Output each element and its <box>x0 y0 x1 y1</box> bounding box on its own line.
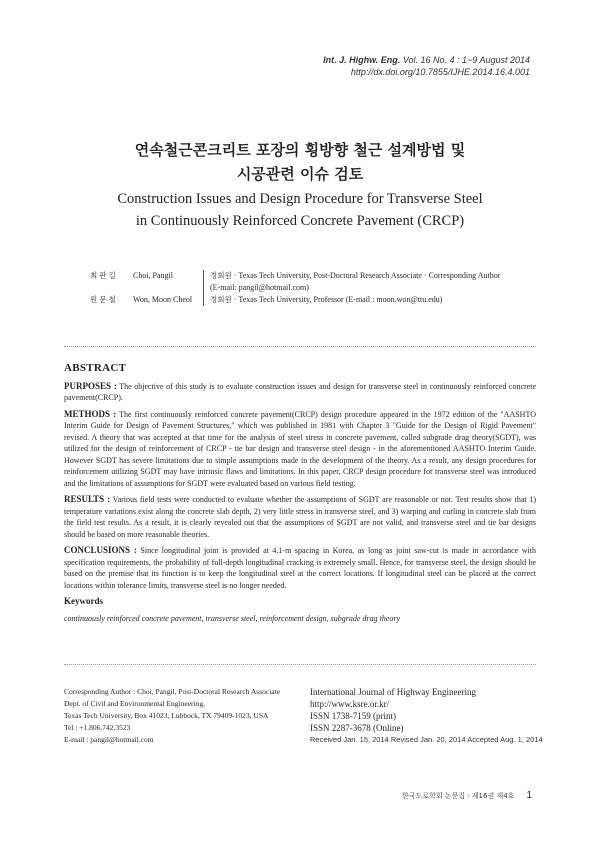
journal-issue: Vol. 16 No. 4 : 1~9 August 2014 <box>402 55 530 65</box>
title-korean-line2: 시공관련 이슈 검토 <box>236 165 364 183</box>
doi-link[interactable]: http://dx.doi.org/10.7855/IJHE.2014.16.4.001 <box>350 67 530 77</box>
corresponding-line: Corresponding Author : Choi, Pangil, Post-Doctoral Research Associate <box>64 687 281 696</box>
page-number: 1 <box>526 790 532 801</box>
author-row <box>90 294 530 306</box>
author-block <box>90 270 530 306</box>
affiliation-text: Texas Tech University, Post-Doctoral Research Associate · Corresponding Author <box>238 271 501 280</box>
methods-paragraph <box>64 409 536 490</box>
page-footer <box>402 790 532 801</box>
purposes-paragraph <box>64 381 536 404</box>
methods-label: METHODS : <box>64 408 117 419</box>
corresponding-email[interactable]: E-mail : pangil@hotmail.com <box>64 735 154 744</box>
dotted-divider <box>64 346 536 347</box>
issn-online: ISSN 2287-3678 (Online) <box>310 723 404 733</box>
journal-info <box>310 686 550 746</box>
author-name-english: Choi, Pangil <box>133 271 174 280</box>
corresponding-line: Texas Tech University, Box 41023, Lubbock, TX 79409-1023, USA <box>64 711 269 720</box>
author-name-korean: 원문철 <box>90 295 118 304</box>
author-row <box>90 270 530 294</box>
journal-name: International Journal of Highway Engineering <box>310 687 476 697</box>
conclusions-text: Since longitudinal joint is provided at 4.1-m spacing in Korea, as long as joint saw-cut is made in accordance with specification requirements, the probability of full-depth longitudinal cracking is extremely small. Hence, for transverse steel, the design should be based on the premise that its function is to keep the longitudinal steel at the correct locations. If longitudinal steel can be placed at the correct locations within tolerance limits, transverse steel is no longer needed. <box>64 546 536 590</box>
results-text: Various field tests were conducted to evaluate whether the assumptions of SGDT are reasonable or not. Test results show that 1) temperature variations exist along the concrete slab depth, 2) very little stress in transverse steel, and 3) warping and curling in concrete slab from the field test results. As a result, it is clearly revealed out that the assumptions of SGDT are not valid, and transverse steel and tie bar designs should be based on more reasonable theories. <box>64 495 536 539</box>
purposes-text: The objective of this study is to evaluate construction issues and design for transverse steel in continuously reinforced concrete pavement(CRCP). <box>64 381 536 402</box>
author-divider <box>203 294 205 306</box>
journal-url[interactable]: http://www.ksre.or.kr/ <box>310 699 390 709</box>
submission-dates: Received Jan. 15, 2014 Revised Jan. 20, 2014 Accepted Aug. 1, 2014 <box>310 735 543 744</box>
journal-header <box>323 54 530 78</box>
author-email[interactable]: (E-mail: pangil@hotmail.com) <box>210 283 309 292</box>
methods-text: The first continuously reinforced concrete pavement(CRCP) design procedure appeared in the 1972 edition of the "AASHTO Interim Guide for Design of Pavement Structures," which was published in 1981 with Chapter 3 "Guide for the Design of Rigid Pavement" revised. A theory that was accepted at that time for the analysis of steel stress in concrete pavement, called subgrade drag theory(SGDT), was utilized for the design of reinforcement of CRCP - tie bar design and transverse steel design - in the aforementioned AASHTO Interim Guide. However SGDT has severe limitations due to simple assumptions made in the development of the theory. As a result, any design procedures for reinforcement utilizing SGDT may have intrinsic flaws and limitations. In this paper, CRCP design procedure for transverse steel was introduced and the limitations of assumptions for SGDT were evaluated based on various field testing. <box>64 409 536 488</box>
footer-journal-text: 한국도로학회 논문집 · 제16권 제4호 <box>402 792 515 800</box>
author-affiliation: 정회원 · Texas Tech University, Professor (E-mail : moon.won@ttu.edu) <box>210 295 443 304</box>
abstract-heading: ABSTRACT <box>64 362 127 374</box>
title-korean-line1: 연속철근콘크리트 포장의 횡방향 철근 설계방법 및 <box>134 141 466 159</box>
membership: 정회원 <box>210 295 232 304</box>
keywords-text: continuously reinforced concrete pavement, transverse steel, reinforcement design, subgrade drag theory <box>64 613 400 623</box>
abstract-section <box>64 363 536 629</box>
title-english-line2: in Continuously Reinforced Concrete Pavement (CRCP) <box>135 213 465 229</box>
results-paragraph <box>64 494 536 540</box>
author-name-english: Won, Moon Cheol <box>133 295 193 304</box>
author-divider <box>203 270 205 294</box>
corresponding-line: Tel : +1.806.742.3523 <box>64 723 131 732</box>
affiliation-text: Texas Tech University, Professor (E-mail : moon.won@ttu.edu) <box>238 295 443 304</box>
purposes-label: PURPOSES : <box>64 380 117 391</box>
results-label: RESULTS : <box>64 494 111 504</box>
author-affiliation: 정회원 · Texas Tech University, Post-Doctoral Research Associate · Corresponding Author (E-mail: pangil@hotmail.com) <box>210 270 540 294</box>
title-english-line1: Construction Issues and Design Procedure for Transverse Steel <box>117 191 483 207</box>
issn-print: ISSN 1738-7159 (print) <box>310 711 396 721</box>
conclusions-label: CONCLUSIONS : <box>64 545 137 555</box>
title-english <box>60 188 540 232</box>
corresponding-line: Dept. of Civil and Environmental Engineering, <box>64 699 206 708</box>
conclusions-paragraph <box>64 545 536 591</box>
dotted-divider <box>64 664 536 665</box>
membership: 정회원 <box>210 271 232 280</box>
journal-abbrev: Int. J. Highw. Eng. <box>323 55 401 65</box>
keywords-heading: Keywords <box>64 596 103 606</box>
corresponding-author-info <box>64 686 299 746</box>
title-korean <box>60 138 540 186</box>
author-name-korean: 최판길 <box>90 271 118 280</box>
